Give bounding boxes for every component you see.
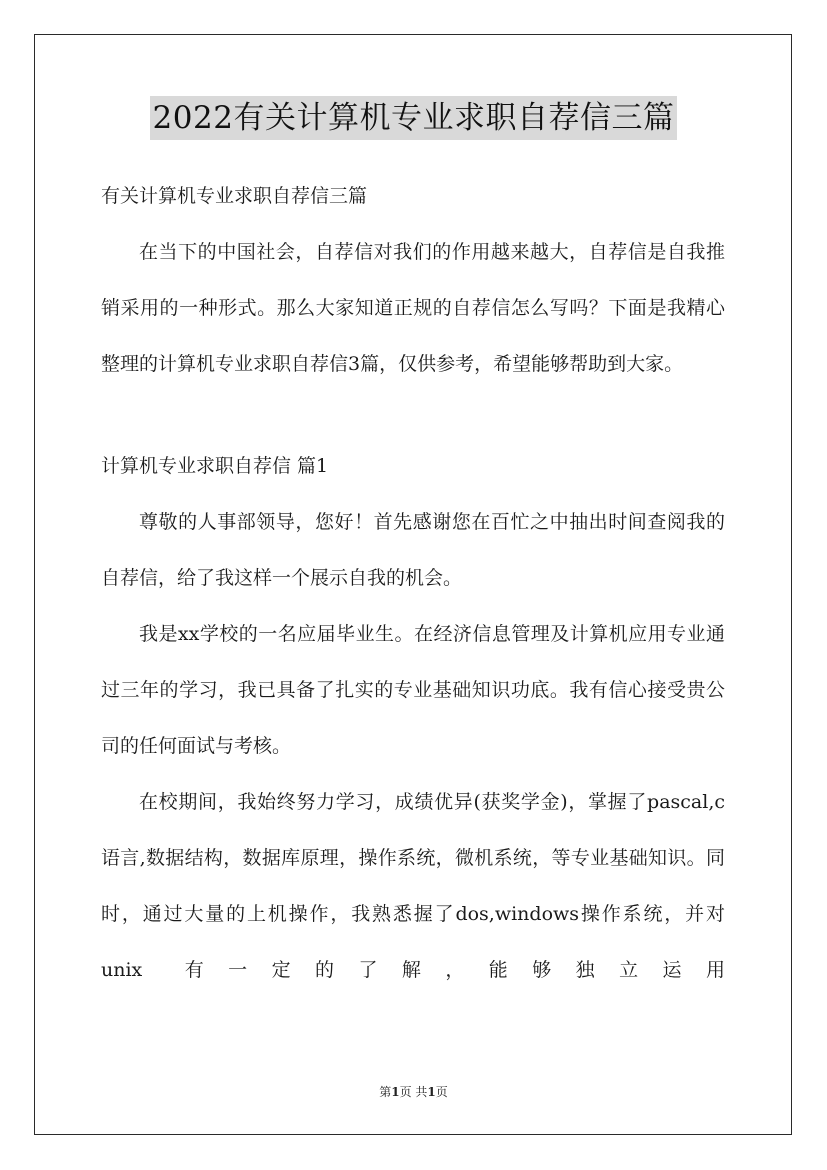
document-title: 2022有关计算机专业求职自荐信三篇 [150, 96, 678, 140]
footer-page-prefix: 第 [379, 1085, 392, 1099]
footer-page-suffix: 页 [435, 1085, 448, 1099]
skills-paragraph: 在校期间，我始终努力学习，成绩优异(获奖学金)，掌握了pascal,c语言,数据结构，数据库原理，操作系统，微机系统，等专业基础知识。同时，通过大量的上机操作，我熟悉握了dos,windows操作系统，并对 unix 有一定的了解，能够独立运用 [101, 791, 725, 981]
section-heading: 计算机专业求职自荐信 篇1 [101, 455, 329, 477]
footer-page-mid: 页 共 [399, 1085, 428, 1099]
subtitle-paragraph: 有关计算机专业求职自荐信三篇 [101, 185, 368, 207]
greeting-paragraph: 尊敬的人事部领导，您好！首先感谢您在百忙之中抽出时间查阅我的自荐信，给了我这样一个展示自我的机会。 [101, 511, 725, 589]
page-footer [0, 1082, 827, 1102]
intro-paragraph: 在当下的中国社会，自荐信对我们的作用越来越大，自荐信是自我推销采用的一种形式。那么大家知道正规的自荐信怎么写吗？下面是我精心整理的计算机专业求职自荐信3篇，仅供参考，希望能够帮助到大家。 [101, 241, 725, 375]
background-paragraph: 我是xx学校的一名应届毕业生。在经济信息管理及计算机应用专业通过三年的学习，我已具备了扎实的专业基础知识功底。我有信心接受贵公司的任何面试与考核。 [101, 623, 725, 757]
document-body [101, 168, 725, 998]
footer-page-current: 1 [391, 1085, 400, 1099]
title-container [0, 96, 827, 140]
section-gap [101, 392, 725, 438]
footer-page-total: 1 [427, 1085, 436, 1099]
